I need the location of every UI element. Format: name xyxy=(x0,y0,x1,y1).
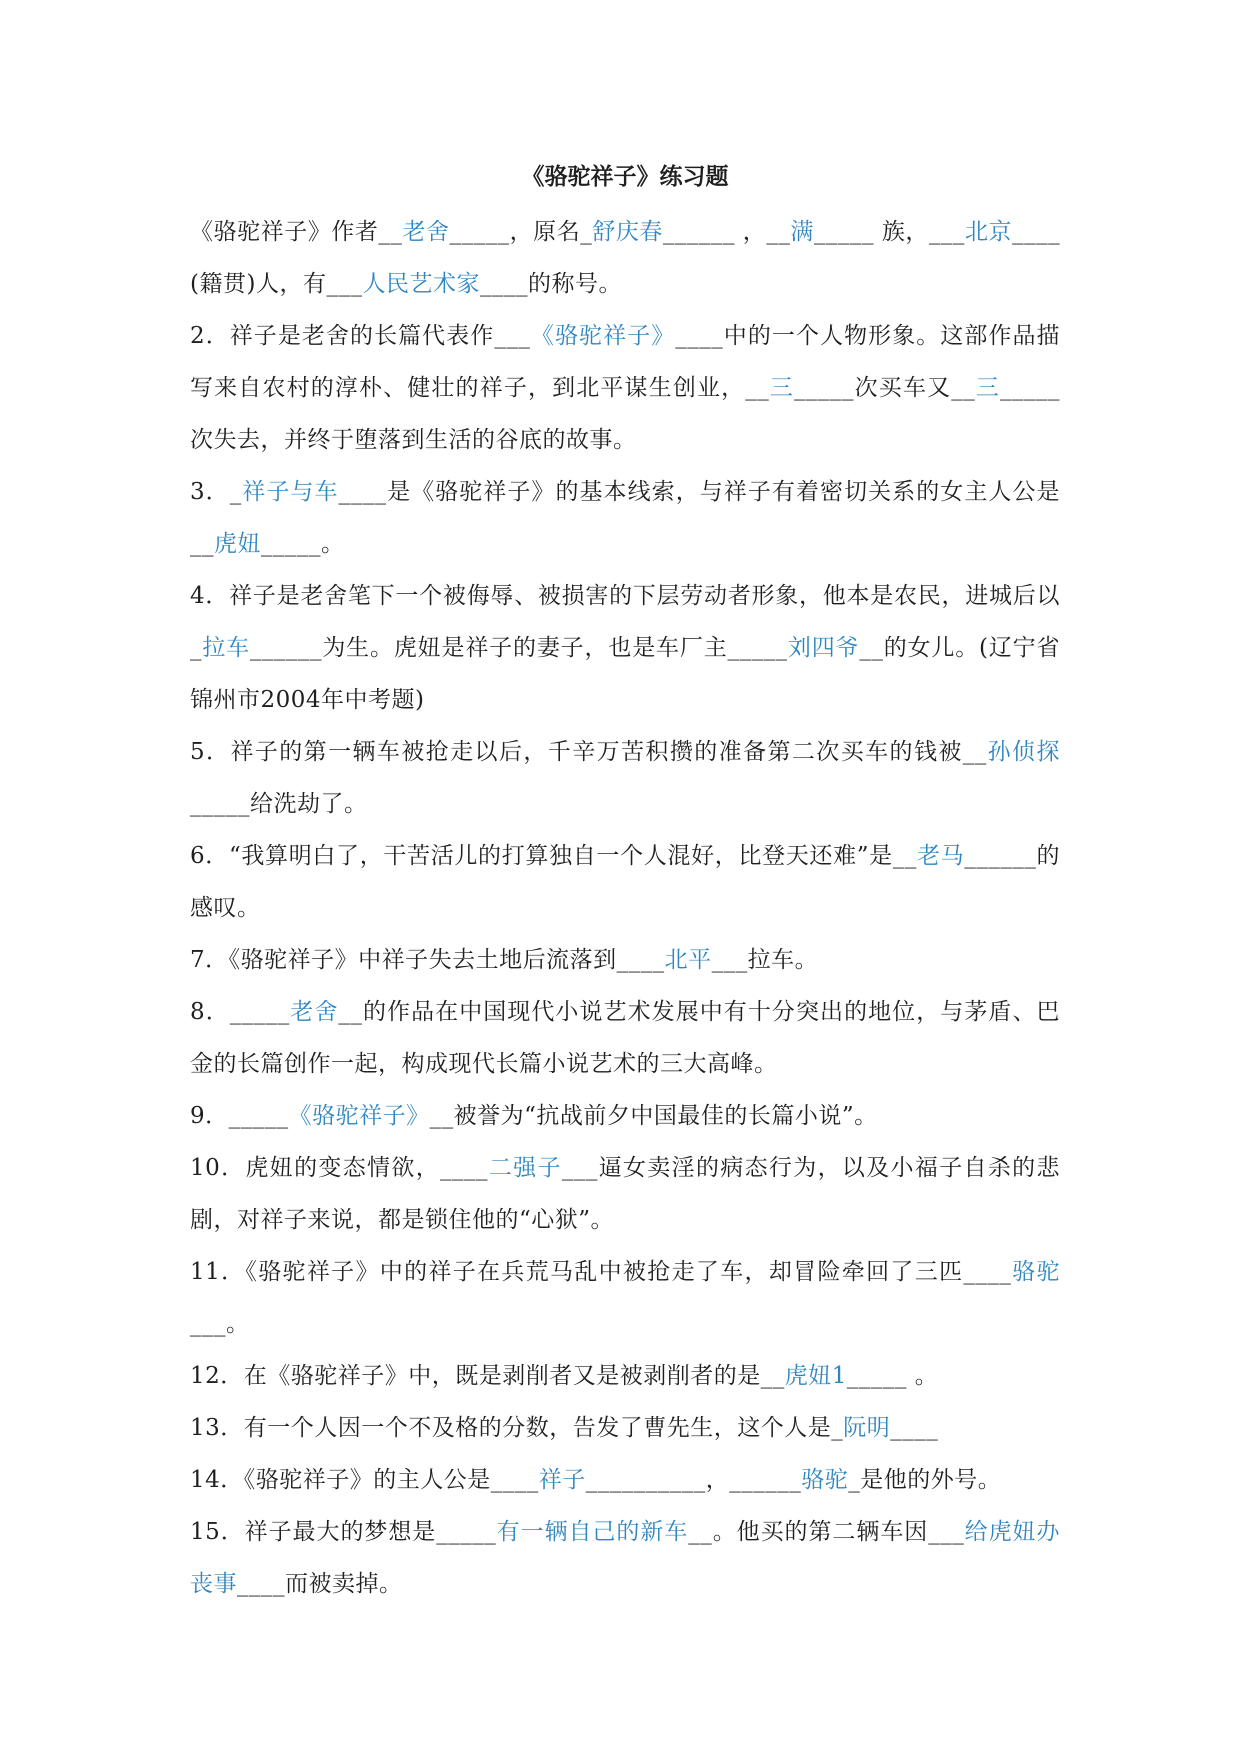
question-text: ______ ，__ xyxy=(662,219,791,245)
question-list xyxy=(190,206,1060,1610)
question-text: 《骆驼祥子》作者__ xyxy=(190,219,403,245)
question-text: _____给洗劫了。 xyxy=(190,791,368,817)
question-text: 4．祥子是老舍笔下一个被侮辱、被损害的下层劳动者形象，他本是农民，进城后以_ xyxy=(190,583,1060,661)
question-item xyxy=(190,310,1060,466)
question-item xyxy=(190,726,1060,830)
question-text: _____。 xyxy=(261,531,345,557)
question-text: ____而被卖掉。 xyxy=(237,1571,403,1597)
answer-text: 北平 xyxy=(664,947,712,973)
worksheet-title: 《骆驼祥子》练习题 xyxy=(521,163,729,190)
question-text: 5．祥子的第一辆车被抢走以后，千辛万苦积攒的准备第二次买车的钱被__ xyxy=(190,739,987,765)
question-item xyxy=(190,1402,1060,1454)
question-text: 13．有一个人因一个不及格的分数，告发了曹先生，这个人是_ xyxy=(190,1415,844,1441)
answer-text: 《骆驼祥子》 xyxy=(530,323,676,349)
question-text: ___逼女卖淫的病态行为，以及小福子自杀的悲剧，对祥子来说，都是锁住他的“心狱”。 xyxy=(190,1155,1060,1233)
answer-text: 《骆驼祥子》 xyxy=(288,1103,430,1129)
question-text: 9．_____ xyxy=(190,1103,289,1129)
question-item xyxy=(190,1246,1060,1350)
question-text: ___拉车。 xyxy=(711,947,819,973)
question-text: 3．_ xyxy=(190,479,242,505)
answer-text: 三 xyxy=(769,375,795,401)
answer-text: 刘四爷 xyxy=(787,635,860,661)
question-text: _____次失去，并终于堕落到生活的谷底的故事。 xyxy=(190,375,1060,453)
question-item xyxy=(190,206,1060,310)
answer-text: 骆驼 xyxy=(801,1467,849,1493)
question-text: 10．虎妞的变态情欲，____ xyxy=(190,1155,489,1181)
question-text: _是他的外号。 xyxy=(848,1467,1002,1493)
question-text: 2．祥子是老舍的长篇代表作___ xyxy=(190,323,531,349)
answer-text: 人民艺术家 xyxy=(362,271,480,297)
answer-text: 给虎妞办丧事 xyxy=(190,1519,1061,1597)
answer-text: 老舍 xyxy=(289,999,339,1025)
question-text: 15．祥子最大的梦想是_____ xyxy=(190,1519,497,1545)
question-item xyxy=(190,570,1060,726)
answer-text: 舒庆春 xyxy=(592,219,663,245)
question-text: ______为生。虎妞是祥子的妻子，也是车厂主_____ xyxy=(250,635,788,661)
question-item xyxy=(190,986,1060,1090)
question-text: ____ xyxy=(890,1415,939,1441)
question-text: _____ 族，___ xyxy=(813,219,965,245)
question-item xyxy=(190,934,1060,986)
answer-text: 三 xyxy=(975,375,1000,401)
answer-text: 拉车 xyxy=(202,635,251,661)
question-text: 6．“我算明白了，干苦活儿的打算独自一个人混好，比登天还难”是__ xyxy=(190,843,917,869)
question-item xyxy=(190,1090,1060,1142)
question-text: __。他买的第二辆车因___ xyxy=(688,1519,965,1545)
answer-text: 老马 xyxy=(916,843,965,869)
answer-text: 虎妞 xyxy=(214,531,261,557)
answer-text: 满 xyxy=(790,219,814,245)
answer-text: 虎妞1 xyxy=(784,1363,847,1389)
question-text: __的作品在中国现代小说艺术发展中有十分突出的地位，与茅盾、巴金的长篇创作一起，构成现代长篇小说艺术的三大高峰。 xyxy=(190,999,1061,1077)
answer-text: 二强子 xyxy=(488,1155,562,1181)
answer-text: 孙侦探 xyxy=(986,739,1060,765)
question-text: ____ (籍贯)人，有___ xyxy=(190,219,1061,297)
question-item xyxy=(190,830,1060,934)
question-item xyxy=(190,1506,1060,1610)
answer-text: 老舍 xyxy=(402,219,450,245)
answer-text: 祥子与车 xyxy=(241,479,339,505)
answer-text: 阮明 xyxy=(843,1415,891,1441)
question-text: _____次买车又__ xyxy=(794,375,976,401)
question-item xyxy=(190,1142,1060,1246)
question-text: 11．《骆驼祥子》中的祥子在兵荒马乱中被抢走了车，却冒险牵回了三匹____ xyxy=(190,1259,1012,1285)
question-text: ______的感叹。 xyxy=(190,843,1061,921)
question-text: 12．在《骆驼祥子》中，既是剥削者又是被剥削者的是__ xyxy=(190,1363,785,1389)
question-item xyxy=(190,1350,1060,1402)
question-text: _____，原名_ xyxy=(449,219,593,245)
question-item xyxy=(190,466,1060,570)
question-text: _____ 。 xyxy=(846,1363,939,1389)
answer-text: 北京 xyxy=(964,219,1013,245)
question-text: __________，______ xyxy=(585,1467,802,1493)
question-text: 14．《骆驼祥子》的主人公是____ xyxy=(190,1467,539,1493)
question-text: __被誉为“抗战前夕中国最佳的长篇小说”。 xyxy=(429,1103,878,1129)
question-text: ____中的一个人物形象。这部作品描写来自农村的淳朴、健壮的祥子，到北平谋生创业，__ xyxy=(190,323,1061,401)
answer-text: 祥子 xyxy=(538,1467,586,1493)
question-text: ____的称号。 xyxy=(479,271,622,297)
question-item xyxy=(190,1454,1060,1506)
question-text: __的女儿。(辽宁省锦州市2004年中考题) xyxy=(190,635,1061,713)
worksheet xyxy=(190,160,1060,1610)
question-text: 8．_____ xyxy=(190,999,290,1025)
question-text: 7．《骆驼祥子》中祥子失去土地后流落到____ xyxy=(190,947,665,973)
answer-text: 骆驼 xyxy=(1011,1259,1060,1285)
question-text: ____是《骆驼祥子》的基本线索，与祥子有着密切关系的女主人公是__ xyxy=(190,479,1061,557)
answer-text: 有一辆自己的新车 xyxy=(496,1519,689,1545)
question-text: ___。 xyxy=(190,1311,250,1337)
